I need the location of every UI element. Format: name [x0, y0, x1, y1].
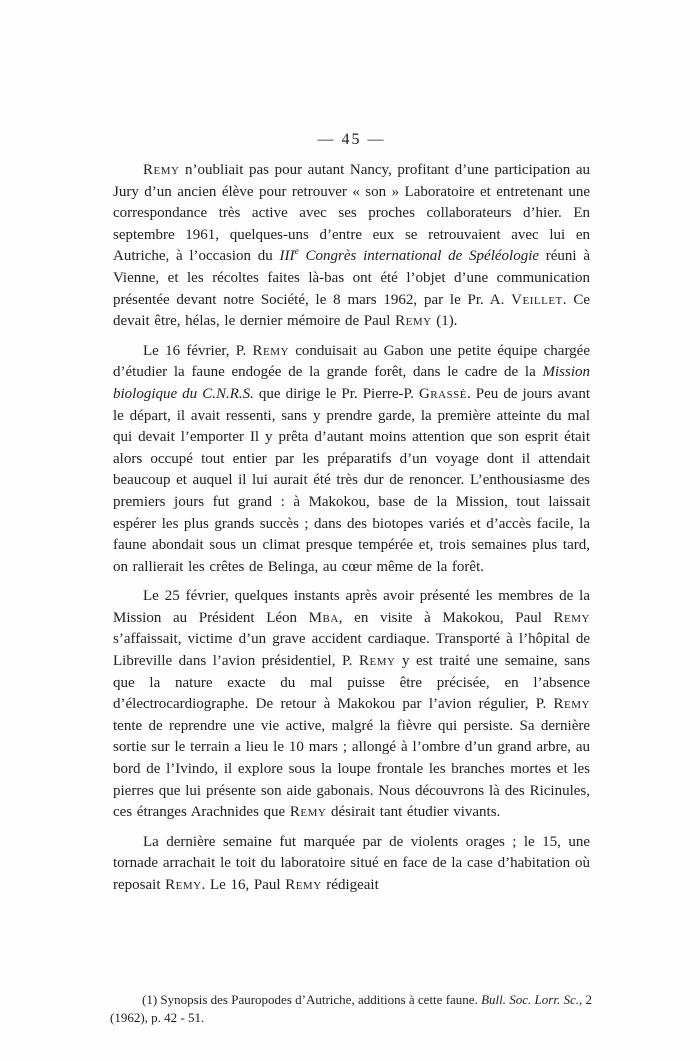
paragraph: Le 25 février, quelques instants après avoir présenté les membres de la Mission au Président Léon Mba, en visite à Makokou, Paul Remy s’affaissait, victime d’un grave accident cardiaque. Transporté à l’hôpital de Libreville dans l’avion présidentiel, P. Remy y est traité une semaine, sans que la nature exacte du mal puisse être précisée, en l’absence d’électrocardiographe. De retour à Makokou par l’avion régulier, P. Remy tente de reprendre une vie active, malgré la fièvre qui persiste. Sa dernière sortie sur le terrain a lieu le 10 mars ; allongé à l’ombre d’un grand arbre, au bord de l’Ivindo, il explore sous la loupe frontale les branches mortes et les pierres que lui présente son aide gabonais. Nous découvrons là des Ricinules, ces étranges Arachnides que Remy désirait tant étudier vivants.: [113, 588, 591, 821]
page-number: — 45 —: [317, 131, 386, 148]
body-paragraphs: [113, 160, 590, 897]
paragraph: Le 16 février, P. Remy conduisait au Gabon une petite équipe chargée d’étudier la faune endogée de la grande forêt, dans le cadre de la Mission biologique du C.N.R.S. que dirige le Pr. Pierre-P. Grassé. Peu de jours avant le départ, il avait ressenti, sans y prendre garde, la première atteinte du mal qui devait l’emporter Il y prêta d’autant moins attention que son esprit était alors occupé tout entier par les préparatifs d’un voyage dont il attendait beaucoup et auquel il lui aurait été très dur de renoncer. L’enthousiasme des premiers jours fut grand : à Makokou, base de la Mission, tout laissait espérer les plus grands succès ; dans des biotopes variés et d’accès facile, la faune abondait sous un climat presque tempérée et, trois semaines plus tard, on rallierait les crêtes de Belinga, au cœur même de la forêt.: [113, 342, 590, 575]
paragraph: La dernière semaine fut marquée par de violents orages ; le 15, une tornade arrachait le toit du laboratoire situé en face de la case d’habitation où reposait Remy. Le 16, Paul Remy rédigeait: [113, 833, 590, 893]
paragraph: Remy n’oubliait pas pour autant Nancy, profitant d’une participation au Jury d’un ancien élève pour retrouver « son » Laboratoire et entretenant une correspondance très active avec ses proches collaborateurs d’hier. En septembre 1961, quelques-uns d’entre eux se retrouvaient avec lui en Autriche, à l’occasion du IIIe Congrès international de Spéléologie réuni à Vienne, et les récoltes faites là-bas ont été l’objet d’une communication présentée devant notre Société, le 8 mars 1962, par le Pr. A. Veillet. Ce devait être, hélas, le dernier mémoire de Paul Remy (1).: [113, 162, 590, 330]
footnote: [110, 991, 592, 1027]
footnote-text: (1) Synopsis des Pauropodes d’Autriche, additions à cette faune. Bull. Soc. Lorr. Sc., 2 (1962), p. 42 - 51.: [110, 992, 592, 1025]
